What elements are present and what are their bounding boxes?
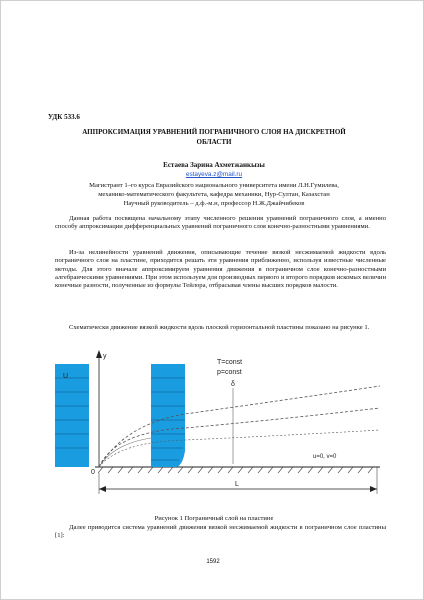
paragraph-after-figure: Далее приводится система уравнений движения вязкой несжимаемой жидкости в пограничном слое пластины [1]: bbox=[55, 524, 386, 540]
delta-label: δ bbox=[231, 381, 235, 388]
boundary-layer-edge-dashed bbox=[99, 408, 380, 467]
length-label: L bbox=[235, 481, 239, 488]
origin-label: 0 bbox=[91, 469, 95, 476]
author-name: Естаева Зарина Ахметжанкызы bbox=[163, 161, 265, 169]
paragraph-3: Схематически движение вязкой жидкости вдоль плоской горизонтальной пластины показано на рисунке 1. bbox=[69, 324, 370, 331]
inner-edge-dashed bbox=[99, 430, 380, 467]
paper-title-line-1: АППРОКСИМАЦИЯ УРАВНЕНИЙ ПОГРАНИЧНОГО СЛОЯ НА ДИСКРЕТНОЙ bbox=[82, 128, 346, 136]
boundary-layer-velocity-profile bbox=[151, 364, 185, 467]
paper-title-line-2: ОБЛАСТИ bbox=[196, 138, 232, 146]
inlet-velocity-profile bbox=[55, 364, 89, 467]
plate-hatch bbox=[98, 467, 373, 473]
y-axis-arrow bbox=[96, 350, 102, 358]
supervisor-line: Научный руководитель – д.ф.-м.н, профессор Н.Ж.Джайчибеков bbox=[123, 200, 305, 207]
length-arrow-right bbox=[370, 486, 377, 492]
boundary-layer-figure bbox=[55, 346, 385, 511]
page-number: 1592 bbox=[206, 559, 220, 565]
free-stream-velocity-label: U bbox=[63, 373, 69, 380]
paragraph-2: Из-за нелинейности уравнений движения, описывающие течение вязкой несжимаемой жидкости вдоль пограничного слоя на пластине, приходится решать эти уравнения приближенно, используя известные численные методы. Для этого вначале аппроксимируем уравнения движения в пограничном слое конечно-разностными алгебраическими уравнениями. При этом используем для производных первого и второго порядков искомых величин конечные разности, полученные из формулы Тейлора, отбрасывая члены высших порядков малости. bbox=[55, 249, 386, 290]
y-axis-label: y bbox=[103, 353, 107, 360]
figure-caption: Рисунок 1 Пограничный слой на пластине bbox=[154, 515, 274, 522]
udk-code: УДК 533.6 bbox=[48, 113, 80, 121]
author-email-link[interactable]: estayeva.z@mail.ru bbox=[185, 171, 243, 178]
outer-edge-dashed bbox=[99, 386, 380, 467]
pressure-const-label: p=const bbox=[217, 369, 242, 376]
temperature-const-label: T=const bbox=[217, 359, 243, 366]
affiliation-line-2: механико-математического факультета, кафедра механики, Нур-Султан, Казахстан bbox=[98, 191, 330, 198]
wall-condition-label: u=0, v=0 bbox=[313, 454, 337, 460]
affiliation-line-1: Магистрант 1–го курса Евразийского национального университета имени Л.Н.Гумилева, bbox=[89, 182, 339, 189]
paragraph-1: Данная работа посвящена начальному этапу численного решения уравнений пограничного слоя, а именно способу аппроксимации дифференциальных уравнений пограничного слоя конечно-разностными уравнениями. bbox=[55, 215, 386, 231]
leading-curve bbox=[99, 438, 151, 467]
length-arrow-left bbox=[99, 486, 106, 492]
